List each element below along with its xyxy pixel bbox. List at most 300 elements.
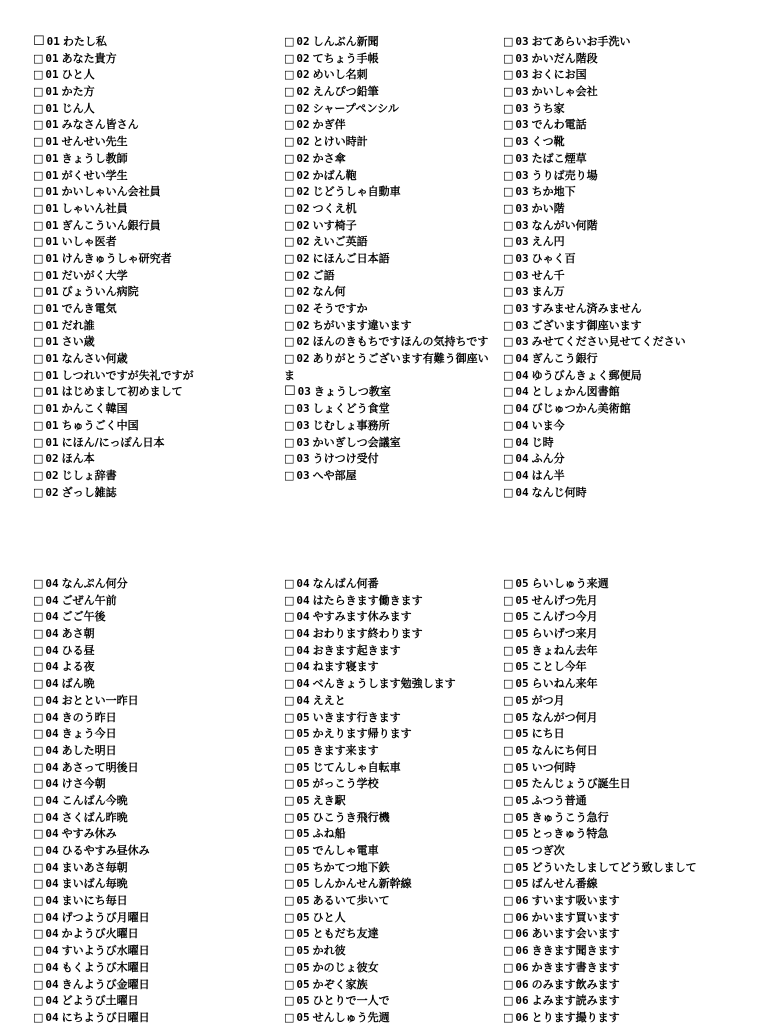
vocab-item <box>284 960 492 977</box>
vocab-term: ご語 <box>312 268 335 282</box>
checkbox-icon: □ <box>284 927 295 941</box>
vocab-item <box>284 593 492 610</box>
vocab-term: きょねん去年 <box>531 643 598 657</box>
checkbox-icon: □ <box>33 977 44 991</box>
checkbox-icon: □ <box>503 352 514 366</box>
vocab-term: けさ今朝 <box>61 777 106 791</box>
checkbox-icon: □ <box>33 285 44 299</box>
vocab-item <box>503 793 753 810</box>
lesson-number: 04 <box>45 610 59 624</box>
vocab-item <box>33 860 273 877</box>
lesson-number: 02 <box>296 302 310 315</box>
lesson-number: 05 <box>296 910 310 924</box>
lesson-number: 03 <box>296 418 310 432</box>
lesson-number: 05 <box>296 743 310 757</box>
checkbox-icon: □ <box>284 610 295 624</box>
lesson-number: 01 <box>45 385 59 399</box>
checkbox-icon: □ <box>503 660 514 674</box>
vocab-term: にち日 <box>531 727 565 741</box>
vocab-item <box>284 626 492 643</box>
checkbox-icon: □ <box>503 627 514 641</box>
lesson-number: 05 <box>296 710 310 724</box>
vocab-term: どういたしましてどう致しまして <box>531 860 697 874</box>
vocab-item <box>33 793 273 810</box>
checkbox-icon: □ <box>503 777 514 791</box>
vocab-item <box>503 485 743 502</box>
lesson-number: 04 <box>45 743 59 757</box>
lesson-number: 04 <box>296 610 310 624</box>
vocab-item <box>503 234 743 251</box>
checkbox-icon: □ <box>33 1010 44 1024</box>
checkbox-icon: □ <box>503 151 514 165</box>
checkbox-icon: □ <box>284 860 295 874</box>
vocab-term: はじめまして初めまして <box>61 385 183 399</box>
lesson-number: 03 <box>515 218 529 232</box>
lesson-number: 01 <box>45 418 59 432</box>
vocab-item <box>503 384 743 401</box>
vocab-item <box>33 743 273 760</box>
lesson-number: 05 <box>296 810 310 824</box>
vocab-item <box>33 418 273 435</box>
vocab-term: うけつけ受付 <box>312 452 379 466</box>
checkbox-icon: □ <box>33 185 44 199</box>
vocab-term: えん円 <box>531 235 565 249</box>
vocab-term: なんばん何番 <box>312 577 379 590</box>
vocab-term: なんがい何階 <box>531 218 598 232</box>
vocab-item <box>284 977 492 994</box>
vocab-term: おてあらいお手洗い <box>531 35 631 48</box>
vocab-item <box>503 726 753 743</box>
checkbox-icon: □ <box>33 577 44 590</box>
vocab-item <box>503 876 753 893</box>
checkbox-icon: □ <box>33 135 44 149</box>
vocab-term: しつれいですが失礼ですが <box>61 368 194 382</box>
vocab-term: こんばん今晩 <box>61 793 128 807</box>
vocab-term: すいます吸います <box>531 894 620 908</box>
vocab-item <box>284 609 492 626</box>
lesson-number: 02 <box>296 285 310 299</box>
checkbox-icon: □ <box>503 894 514 908</box>
checkbox-icon: □ <box>33 385 44 399</box>
checkbox-icon: □ <box>284 101 295 115</box>
checkbox-icon: □ <box>33 593 44 607</box>
lesson-number: 03 <box>515 268 529 282</box>
checkbox-icon: □ <box>503 68 514 82</box>
lesson-number: 05 <box>296 927 310 941</box>
vocab-term: かさ傘 <box>312 151 346 165</box>
vocab-item <box>33 351 273 368</box>
vocab-term: やすみます休みます <box>312 610 412 624</box>
vocab-term: ぎんこういん銀行員 <box>61 218 161 232</box>
lesson-number: 01 <box>45 151 59 165</box>
lesson-number: 03 <box>296 402 310 416</box>
vocab-term: みなさん皆さん <box>61 118 139 132</box>
checkbox-icon: □ <box>33 352 44 366</box>
lesson-number: 01 <box>45 302 59 315</box>
checkbox-icon: ☐ <box>284 384 296 400</box>
vocab-item <box>33 710 273 727</box>
vocab-term: めいし名刺 <box>312 68 368 82</box>
lesson-number: 04 <box>515 435 529 449</box>
checkbox-icon: □ <box>33 435 44 449</box>
vocab-item <box>284 876 492 893</box>
vocab-item <box>33 643 273 660</box>
lesson-number: 05 <box>515 643 529 657</box>
checkbox-icon: □ <box>503 710 514 724</box>
checkbox-icon: □ <box>33 218 44 232</box>
checkbox-icon: □ <box>33 201 44 215</box>
vocab-item <box>33 134 273 151</box>
vocab-term: ざっし雑誌 <box>61 485 117 499</box>
lesson-number: 05 <box>515 844 529 857</box>
lesson-number: 03 <box>515 318 529 332</box>
lesson-number: 06 <box>515 927 529 941</box>
vocab-term: かぞく家族 <box>312 977 368 991</box>
vocab-term: ごぜん午前 <box>61 593 117 607</box>
vocab-item <box>503 101 743 118</box>
lesson-number: 04 <box>45 660 59 674</box>
vocab-item <box>33 368 273 385</box>
vocab-term: おくにお国 <box>531 68 587 82</box>
checkbox-icon: □ <box>503 610 514 624</box>
vocab-item <box>503 151 743 168</box>
vocab-item <box>33 34 273 51</box>
vocab-term: でんしゃ電車 <box>312 844 379 857</box>
vocab-term: まいあさ毎朝 <box>61 860 128 874</box>
vocab-term: いしゃ医者 <box>61 235 117 249</box>
vocab-item <box>284 468 492 485</box>
checkbox-icon: □ <box>503 135 514 149</box>
lesson-number: 04 <box>45 994 59 1008</box>
vocab-term: あさ朝 <box>61 627 95 641</box>
checkbox-icon: □ <box>503 593 514 607</box>
checkbox-icon: □ <box>503 235 514 249</box>
vocab-column-1 <box>33 576 273 1027</box>
checkbox-icon: □ <box>33 927 44 941</box>
vocab-item <box>33 401 273 418</box>
checkbox-icon: □ <box>33 610 44 624</box>
vocab-item <box>284 151 492 168</box>
vocab-item <box>503 251 743 268</box>
checkbox-icon: □ <box>284 35 295 48</box>
vocab-term: いきます行きます <box>312 710 401 724</box>
lesson-number: 02 <box>45 468 59 482</box>
vocab-term: あなた貴方 <box>61 51 117 65</box>
checkbox-icon: □ <box>284 452 295 466</box>
vocab-term: きのう昨日 <box>61 710 117 724</box>
vocab-term: はん半 <box>531 468 565 482</box>
vocab-term: ちゅうごく中国 <box>61 418 139 432</box>
lesson-number: 02 <box>296 68 310 82</box>
vocab-term: おきます起きます <box>312 643 401 657</box>
vocab-term: せんせい先生 <box>61 135 128 149</box>
lesson-number: 05 <box>296 960 310 974</box>
lesson-number: 01 <box>45 352 59 366</box>
checkbox-icon: □ <box>33 418 44 432</box>
vocab-item <box>284 943 492 960</box>
lesson-number: 04 <box>296 643 310 657</box>
vocab-term: にほん/にっぽん日本 <box>61 435 165 449</box>
checkbox-icon: □ <box>503 877 514 891</box>
lesson-number: 02 <box>296 201 310 215</box>
vocab-term: がつ月 <box>531 693 565 707</box>
lesson-number: 02 <box>296 151 310 165</box>
vocab-term: まん万 <box>531 285 565 299</box>
lesson-number: 05 <box>515 593 529 607</box>
lesson-number: 04 <box>45 977 59 991</box>
vocab-term: きょうし教師 <box>61 151 128 165</box>
vocab-term: なんがつ何月 <box>531 710 598 724</box>
vocab-term: かえります帰ります <box>312 727 412 741</box>
vocab-item <box>503 977 753 994</box>
vocab-item <box>503 643 753 660</box>
vocab-term: なん何 <box>312 285 346 299</box>
lesson-number: 01 <box>45 185 59 199</box>
checkbox-icon: □ <box>33 860 44 874</box>
lesson-number: 05 <box>296 827 310 841</box>
lesson-number: 05 <box>296 977 310 991</box>
checkbox-icon: □ <box>284 118 295 132</box>
checkbox-icon: □ <box>503 844 514 857</box>
vocab-term: びじゅつかん美術館 <box>531 402 631 416</box>
vocab-term: しんぶん新聞 <box>312 35 379 48</box>
lesson-number: 04 <box>515 368 529 382</box>
lesson-number: 01 <box>45 335 59 349</box>
vocab-term: おととい一昨日 <box>61 693 139 707</box>
vocab-item <box>284 34 492 51</box>
vocab-term: よみます読みます <box>531 994 620 1008</box>
lesson-number: 03 <box>515 118 529 132</box>
vocab-term: かきます書きます <box>531 960 620 974</box>
vocab-item <box>33 593 273 610</box>
vocab-item <box>503 451 743 468</box>
vocab-column-3 <box>503 576 753 1027</box>
vocab-item <box>503 435 743 452</box>
vocab-term: つくえ机 <box>312 201 357 215</box>
vocab-item <box>503 368 743 385</box>
vocab-term: ねます寝ます <box>312 660 379 674</box>
vocab-term: なんにち何日 <box>531 743 598 757</box>
vocab-item <box>284 334 492 351</box>
vocab-term: じてんしゃ自転車 <box>312 760 401 774</box>
vocab-item <box>503 676 753 693</box>
vocab-term: ばんせん番線 <box>531 877 598 891</box>
lesson-number: 04 <box>296 577 310 590</box>
checkbox-icon: □ <box>503 793 514 807</box>
lesson-number: 04 <box>45 677 59 691</box>
vocab-term: てちょう手帳 <box>312 51 379 65</box>
checkbox-icon: □ <box>284 218 295 232</box>
vocab-term: ちかてつ地下鉄 <box>312 860 390 874</box>
vocab-item <box>503 760 753 777</box>
vocab-item <box>503 301 743 318</box>
checkbox-icon: □ <box>284 677 295 691</box>
vocab-column-2 <box>284 576 492 1027</box>
checkbox-icon: □ <box>284 151 295 165</box>
checkbox-icon: □ <box>284 627 295 641</box>
vocab-term: せんしゅう先週 <box>312 1010 390 1024</box>
checkbox-icon: □ <box>284 468 295 482</box>
vocab-item <box>33 843 273 860</box>
vocab-term: うりば売り場 <box>531 168 598 182</box>
vocab-term: せん千 <box>531 268 565 282</box>
checkbox-icon: □ <box>503 677 514 691</box>
vocab-item <box>33 893 273 910</box>
vocab-item <box>503 134 743 151</box>
vocab-term: いす椅子 <box>312 218 357 232</box>
checkbox-icon: □ <box>33 452 44 466</box>
checkbox-icon: □ <box>503 251 514 265</box>
lesson-number: 05 <box>515 727 529 741</box>
checkbox-icon: □ <box>284 960 295 974</box>
vocab-item <box>503 843 753 860</box>
vocab-term: ふん分 <box>531 452 565 466</box>
checkbox-icon: □ <box>284 577 295 590</box>
lesson-number: 04 <box>45 760 59 774</box>
vocab-term: しんかんせん新幹線 <box>312 877 412 891</box>
checkbox-icon: □ <box>33 693 44 707</box>
checkbox-icon: □ <box>33 468 44 482</box>
lesson-number: 01 <box>45 251 59 265</box>
checkbox-icon: □ <box>284 894 295 908</box>
vocab-item <box>33 977 273 994</box>
lesson-number: 04 <box>45 710 59 724</box>
vocab-term: あいます会います <box>531 927 620 941</box>
vocab-item <box>33 117 273 134</box>
checkbox-icon: □ <box>503 418 514 432</box>
checkbox-icon: □ <box>284 643 295 657</box>
checkbox-icon: □ <box>33 268 44 282</box>
lesson-number: 04 <box>515 402 529 416</box>
vocab-item <box>284 1010 492 1027</box>
checkbox-icon: □ <box>503 35 514 48</box>
checkbox-icon: □ <box>284 827 295 841</box>
vocab-item <box>284 301 492 318</box>
vocab-term: ともだち友達 <box>312 927 379 941</box>
lesson-number: 03 <box>515 335 529 349</box>
vocab-item <box>33 726 273 743</box>
vocab-item <box>503 184 743 201</box>
vocab-term: おわります終わります <box>312 627 423 641</box>
checkbox-icon: □ <box>33 318 44 332</box>
lesson-number: 01 <box>45 201 59 215</box>
checkbox-icon: □ <box>503 118 514 132</box>
lesson-number: 02 <box>296 101 310 115</box>
lesson-number: 03 <box>515 51 529 65</box>
vocab-item <box>33 284 273 301</box>
vocab-item <box>284 117 492 134</box>
vocab-term: だれ誰 <box>61 318 95 332</box>
vocab-item <box>284 351 492 384</box>
vocab-item <box>284 268 492 285</box>
vocab-item <box>503 776 753 793</box>
vocab-term: としょかん図書館 <box>531 385 620 399</box>
vocab-item <box>284 384 492 401</box>
lesson-number: 02 <box>296 35 310 48</box>
vocab-term: かようび火曜日 <box>61 927 139 941</box>
checkbox-icon: □ <box>503 185 514 199</box>
vocab-term: やすみ休み <box>61 827 117 841</box>
vocab-item <box>33 826 273 843</box>
vocab-term: ぎんこう銀行 <box>531 352 598 366</box>
vocab-term: あさって明後日 <box>61 760 139 774</box>
checkbox-icon: □ <box>33 994 44 1008</box>
lesson-number: 05 <box>515 677 529 691</box>
vocab-item <box>503 351 743 368</box>
vocab-term: かのじょ彼女 <box>312 960 379 974</box>
checkbox-icon: □ <box>33 810 44 824</box>
vocab-term: ふね船 <box>312 827 346 841</box>
lesson-number: 01 <box>45 218 59 232</box>
checkbox-icon: □ <box>284 1010 295 1024</box>
checkbox-icon: □ <box>284 793 295 807</box>
checkbox-icon: □ <box>503 285 514 299</box>
checkbox-icon: □ <box>284 352 295 366</box>
vocab-item <box>503 51 743 68</box>
vocab-term: ひと人 <box>61 68 95 82</box>
lesson-number: 04 <box>45 1010 59 1024</box>
vocab-item <box>33 384 273 401</box>
vocab-item <box>33 101 273 118</box>
vocab-item <box>284 760 492 777</box>
vocab-item <box>284 51 492 68</box>
checkbox-icon: □ <box>284 693 295 707</box>
checkbox-icon: □ <box>33 894 44 908</box>
lesson-number: 04 <box>45 910 59 924</box>
vocab-term: じん人 <box>61 101 95 115</box>
vocab-item <box>503 826 753 843</box>
lesson-number: 05 <box>515 577 529 590</box>
vocab-item <box>284 743 492 760</box>
checkbox-icon: □ <box>284 68 295 82</box>
vocab-item <box>284 318 492 335</box>
lesson-number: 05 <box>296 860 310 874</box>
lesson-number: 03 <box>515 68 529 82</box>
vocab-term: にほんご日本語 <box>312 251 390 265</box>
checkbox-icon: □ <box>284 201 295 215</box>
vocab-term: ほん本 <box>61 452 95 466</box>
checkbox-icon: □ <box>503 468 514 482</box>
lesson-number: 05 <box>296 894 310 908</box>
vocab-term: どようび土曜日 <box>61 994 139 1008</box>
checkbox-icon: □ <box>284 135 295 149</box>
lesson-number: 02 <box>45 485 59 499</box>
checkbox-icon: □ <box>33 844 44 857</box>
checkbox-icon: □ <box>33 877 44 891</box>
vocab-term: くつ靴 <box>531 135 565 149</box>
lesson-number: 05 <box>515 627 529 641</box>
lesson-number: 03 <box>515 135 529 149</box>
lesson-number: 02 <box>296 218 310 232</box>
lesson-number: 01 <box>45 318 59 332</box>
checkbox-icon: □ <box>284 593 295 607</box>
checkbox-icon: □ <box>33 677 44 691</box>
lesson-number: 05 <box>515 810 529 824</box>
vocab-term: でんき電気 <box>61 302 117 315</box>
lesson-number: 01 <box>45 235 59 249</box>
checkbox-icon: □ <box>33 168 44 182</box>
checkbox-icon: □ <box>503 318 514 332</box>
vocab-term: かいしゃいん会社員 <box>61 185 161 199</box>
vocab-item <box>284 284 492 301</box>
vocab-term: かい階 <box>531 201 565 215</box>
vocab-item <box>33 693 273 710</box>
vocab-term: いま今 <box>531 418 565 432</box>
vocab-term: えんぴつ鉛筆 <box>312 85 379 99</box>
vocab-term: まいにち毎日 <box>61 894 128 908</box>
checkbox-icon: □ <box>503 743 514 757</box>
lesson-number: 04 <box>515 418 529 432</box>
